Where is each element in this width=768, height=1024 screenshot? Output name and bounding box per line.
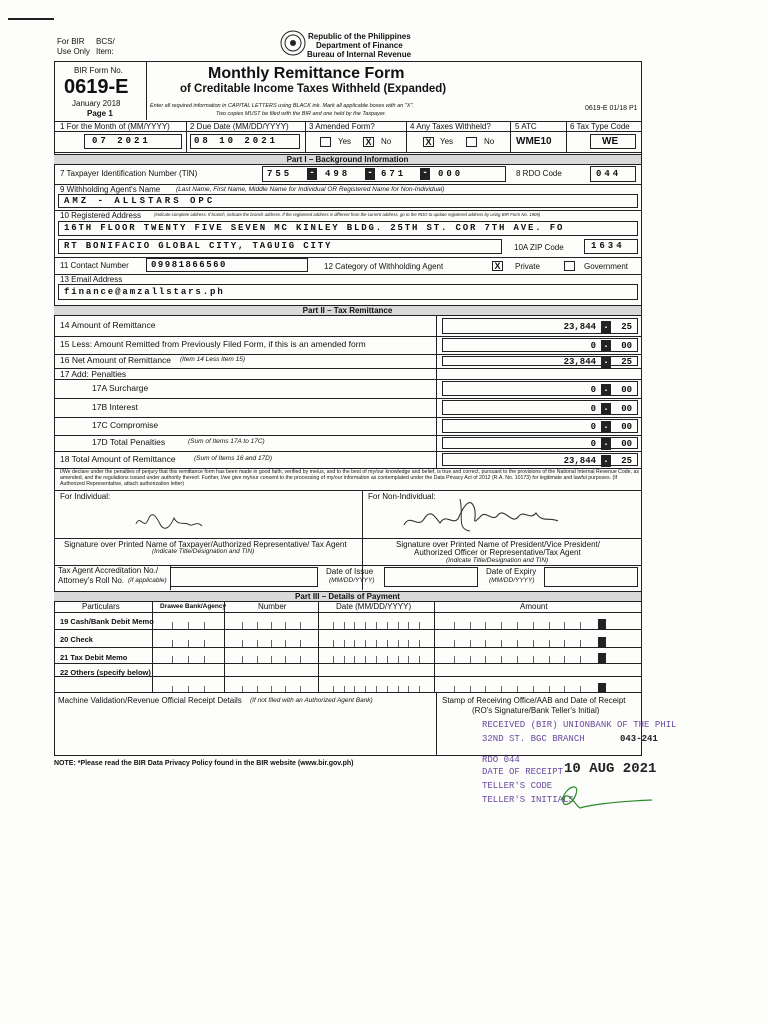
private-label: Private <box>515 262 540 271</box>
stamp-branch-code: 043-241 <box>620 734 658 744</box>
remittance-cents: 00 <box>621 341 632 351</box>
page-number: Page 1 <box>87 109 113 118</box>
remittance-row-note: (Sum of Items 17A to 17C) <box>188 438 265 445</box>
sig-non-label-2: Authorized Officer or Representative/Tax Agent <box>414 548 581 557</box>
stamp-label-2: (RO's Signature/Bank Teller's Initial) <box>472 706 600 715</box>
decimal-separator: . <box>601 384 611 396</box>
date-expiry-label: Date of Expiry <box>486 567 537 576</box>
amended-no-label: No <box>381 137 392 146</box>
date-expiry-field[interactable] <box>544 567 638 587</box>
amended-no-checkbox[interactable]: X <box>363 137 374 147</box>
sig-individual-label: Signature over Printed Name of Taxpayer/Authorized Representative/ Tax Agent <box>64 540 347 549</box>
remittance-row-label: 17 Add: Penalties <box>60 369 127 379</box>
tin-part-1: 755 <box>267 169 293 179</box>
stamp-teller-initials: TELLER'S INITIALS <box>482 795 574 805</box>
sig-non-label-1: Signature over Printed Name of President/Vice President/ <box>396 540 600 549</box>
accreditation-label-2: Attorney's Roll No. <box>58 576 124 585</box>
payment-row-label: 22 Others (specify below) <box>60 668 151 677</box>
withheld-no-checkbox[interactable] <box>466 137 477 147</box>
accreditation-note: (if applicable) <box>128 577 167 584</box>
remittance-amount: 23,844 <box>563 322 596 332</box>
amended-yes-checkbox[interactable] <box>320 137 331 147</box>
due-date-value: 08 10 2021 <box>194 136 279 146</box>
decimal-separator <box>598 619 606 629</box>
private-checkbox[interactable]: X <box>492 261 503 271</box>
agent-name-note: (Last Name, First Name, Middle Name for Individual OR Registered Name for Non-Individual) <box>176 186 445 193</box>
barcode-image <box>498 66 638 104</box>
stamp-rdo-line: RDO 044 <box>482 755 520 765</box>
contact-label: 11 Contact Number <box>60 261 129 270</box>
amended-yes-label: Yes <box>338 137 352 146</box>
remittance-row-label: 14 Amount of Remittance <box>60 320 156 330</box>
withheld-yes-checkbox[interactable]: X <box>423 137 434 147</box>
scan-mark <box>8 18 54 20</box>
decimal-separator: . <box>601 438 611 450</box>
payment-row-label: 21 Tax Debit Memo <box>60 653 128 662</box>
government-label: Government <box>584 262 629 271</box>
address-line-1: 16TH FLOOR TWENTY FIVE SEVEN MC KINLEY BLDG. 25TH ST. COR 7TH AVE. FO <box>64 223 565 233</box>
stamp-date-label: DATE OF RECEIPT <box>482 767 564 777</box>
bureau-text: Bureau of Internal Revenue <box>307 50 412 59</box>
form-number: 0619-E <box>64 76 129 98</box>
form-no-label: BIR Form No. <box>74 66 123 75</box>
zip-value: 1634 <box>591 241 625 251</box>
department-text: Department of Finance <box>316 41 403 50</box>
tin-part-3: 671 <box>381 169 407 179</box>
contact-value: 09981866560 <box>151 260 227 270</box>
item-label: Item: <box>96 47 114 56</box>
decimal-separator: . <box>601 403 611 415</box>
remittance-amount: 0 <box>590 404 596 414</box>
form-subtitle: of Creditable Income Taxes Withheld (Expanded) <box>180 83 447 95</box>
remittance-amount: 23,844 <box>563 357 596 367</box>
accreditation-field[interactable] <box>170 567 318 587</box>
government-checkbox[interactable] <box>564 261 575 271</box>
individual-signature <box>130 510 210 534</box>
month-value: 07 2021 <box>92 136 151 146</box>
remittance-cents: 25 <box>621 456 632 466</box>
remittance-row-label: 16 Net Amount of Remittance <box>60 355 172 365</box>
stamp-date-value: 10 AUG 2021 <box>564 761 657 777</box>
tin-part-4: 000 <box>438 169 464 179</box>
form-date: January 2018 <box>72 99 121 108</box>
for-individual-label: For Individual: <box>60 492 111 501</box>
due-date-label: 2 Due Date (MM/DD/YYYY) <box>190 122 289 131</box>
address-line-2: RT BONIFACIO GLOBAL CITY, TAGUIG CITY <box>64 241 333 251</box>
barcode-code: 0619-E 01/18 P1 <box>585 105 638 112</box>
stamp-branch-line: 32ND ST. BGC BRANCH <box>482 734 585 744</box>
decimal-separator: . <box>601 421 611 433</box>
remittance-cents: 00 <box>621 439 632 449</box>
agent-name-label: 9 Withholding Agent's Name <box>60 185 161 194</box>
payment-row-label: 19 Cash/Bank Debit Memo <box>60 617 154 626</box>
for-bir-label: For BIR <box>57 37 85 46</box>
remittance-amount: 0 <box>590 422 596 432</box>
republic-text: Republic of the Philippines <box>308 32 411 41</box>
remittance-cents: 00 <box>621 385 632 395</box>
withheld-yes-label: Yes <box>440 137 454 146</box>
sig-non-note: (Indicate Title/Designation and TIN) <box>446 557 549 564</box>
tax-type-label: 6 Tax Type Code <box>570 122 630 131</box>
atc-label: 5 ATC <box>515 122 537 131</box>
address-label: 10 Registered Address <box>60 211 141 220</box>
machine-validation-note: (If not filed with an Authorized Agent Bank) <box>250 697 373 704</box>
instruction-line-2: Two copies MUST be filed with the BIR and one held by the Taxpayer. <box>216 111 387 117</box>
decimal-separator: . <box>601 356 611 368</box>
footer-note: NOTE: *Please read the BIR Data Privacy Policy found in the BIR website (www.bir.gov.ph) <box>54 760 354 767</box>
col-number: Number <box>258 602 287 611</box>
form-title: Monthly Remittance Form <box>208 65 405 82</box>
remittance-cents: 00 <box>621 404 632 414</box>
remittance-cents: 25 <box>621 357 632 367</box>
remittance-amount: 0 <box>590 439 596 449</box>
col-amount: Amount <box>520 602 548 611</box>
decimal-separator <box>598 637 606 647</box>
month-label: 1 For the Month of (MM/YYYY) <box>60 122 170 131</box>
instruction-line-1: Enter all required information in CAPITAL LETTERS using BLACK ink. Mark all applicable boxes with an "X". <box>150 103 414 109</box>
accreditation-label-1: Tax Agent Accreditation No./ <box>58 566 159 575</box>
amended-label: 3 Amended Form? <box>309 122 375 131</box>
email-value: finance@amzallstars.ph <box>64 287 225 297</box>
part1-title: Part I – Background Information <box>54 154 641 165</box>
email-label: 13 Email Address <box>60 275 123 284</box>
decimal-separator: . <box>601 340 611 352</box>
date-expiry-format: (MM/DD/YYYY) <box>489 577 535 584</box>
machine-validation-label: Machine Validation/Revenue Official Receipt Details <box>58 696 242 705</box>
part3-title: Part III – Details of Payment <box>54 591 641 602</box>
date-issue-field[interactable] <box>384 567 478 587</box>
stamp-label-1: Stamp of Receiving Office/AAB and Date of Receipt <box>442 696 626 705</box>
col-drawee: Drawee Bank/Agency <box>160 603 227 610</box>
part2-title: Part II – Tax Remittance <box>54 305 641 316</box>
col-particulars: Particulars <box>82 602 120 611</box>
decimal-separator: . <box>601 455 611 467</box>
remittance-row-label: 17A Surcharge <box>92 383 149 393</box>
rdo-label: 8 RDO Code <box>516 169 562 178</box>
decimal-separator: . <box>601 321 611 333</box>
remittance-cents: 00 <box>621 422 632 432</box>
remittance-row-note: (Sum of Items 16 and 17D) <box>194 455 273 462</box>
use-only-label: Use Only <box>57 47 90 56</box>
tax-type-value: WE <box>602 136 619 147</box>
declaration-text: I/We declare under the penalties of perjury that this remittance form has been made in good faith, verified by me/us, and to the best of my/our knowledge and belief, is true and correct, pursuant to the provisions of the National Internal Revenue Code, as amended, and the regulations issued under authority thereof. Further, I/we give my/our consent to the processing of my/our information as contemplated under the Data Privacy Act of 2012 (R.A. No. 10173) for legitimate and lawful purposes. (If Authorized Representative, attach authorization letter) <box>60 469 639 488</box>
decimal-separator <box>598 653 606 663</box>
agent-name-value: AMZ - ALLSTARS OPC <box>64 196 216 206</box>
remittance-amount: 23,844 <box>563 456 596 466</box>
withheld-no-label: No <box>484 137 495 146</box>
atc-value: WME10 <box>516 136 552 147</box>
remittance-row-label: 18 Total Amount of Remittance <box>60 454 176 464</box>
stamp-teller-code: TELLER'S CODE <box>482 781 553 791</box>
remittance-row-label: 17C Compromise <box>92 420 159 430</box>
bir-seal-icon <box>280 30 306 56</box>
rdo-value: 044 <box>596 169 622 179</box>
col-date: Date (MM/DD/YYYY) <box>336 602 412 611</box>
tin-label: 7 Taxpayer Identification Number (TIN) <box>60 169 198 178</box>
remittance-amount: 0 <box>590 385 596 395</box>
tin-part-2: 498 <box>325 169 351 179</box>
address-note: (Indicate complete address. If branch, indicate the branch address. If the registered address is different from the current address, go to the RDO to update registered address by using BIR Form No. 1905) <box>154 212 541 217</box>
remittance-row-label: 15 Less: Amount Remitted from Previously Filed Form, if this is an amended form <box>60 339 366 349</box>
remittance-row-note: (Item 14 Less Item 15) <box>180 356 246 363</box>
stamp-received-line: RECEIVED (BIR) UNIONBANK OF THE PHIL <box>482 720 677 730</box>
date-issue-label: Date of Issue <box>326 567 374 576</box>
payment-row-label: 20 Check <box>60 635 93 644</box>
remittance-row-label: 17B Interest <box>92 402 138 412</box>
non-individual-signature <box>400 495 590 535</box>
teller-initial-signature <box>536 778 656 818</box>
remittance-row-label: 17D Total Penalties <box>92 437 166 447</box>
sig-individual-note: (Indicate Title/Designation and TIN) <box>152 548 255 555</box>
date-issue-format: (MM/DD/YYYY) <box>329 577 375 584</box>
bcs-label: BCS/ <box>96 37 115 46</box>
for-non-individual-label: For Non-Individual: <box>368 492 436 501</box>
zip-label: 10A ZIP Code <box>514 243 564 252</box>
remittance-amount: 0 <box>590 341 596 351</box>
category-label: 12 Category of Withholding Agent <box>324 262 444 271</box>
remittance-cents: 25 <box>621 322 632 332</box>
taxes-withheld-label: 4 Any Taxes Withheld? <box>410 122 491 131</box>
